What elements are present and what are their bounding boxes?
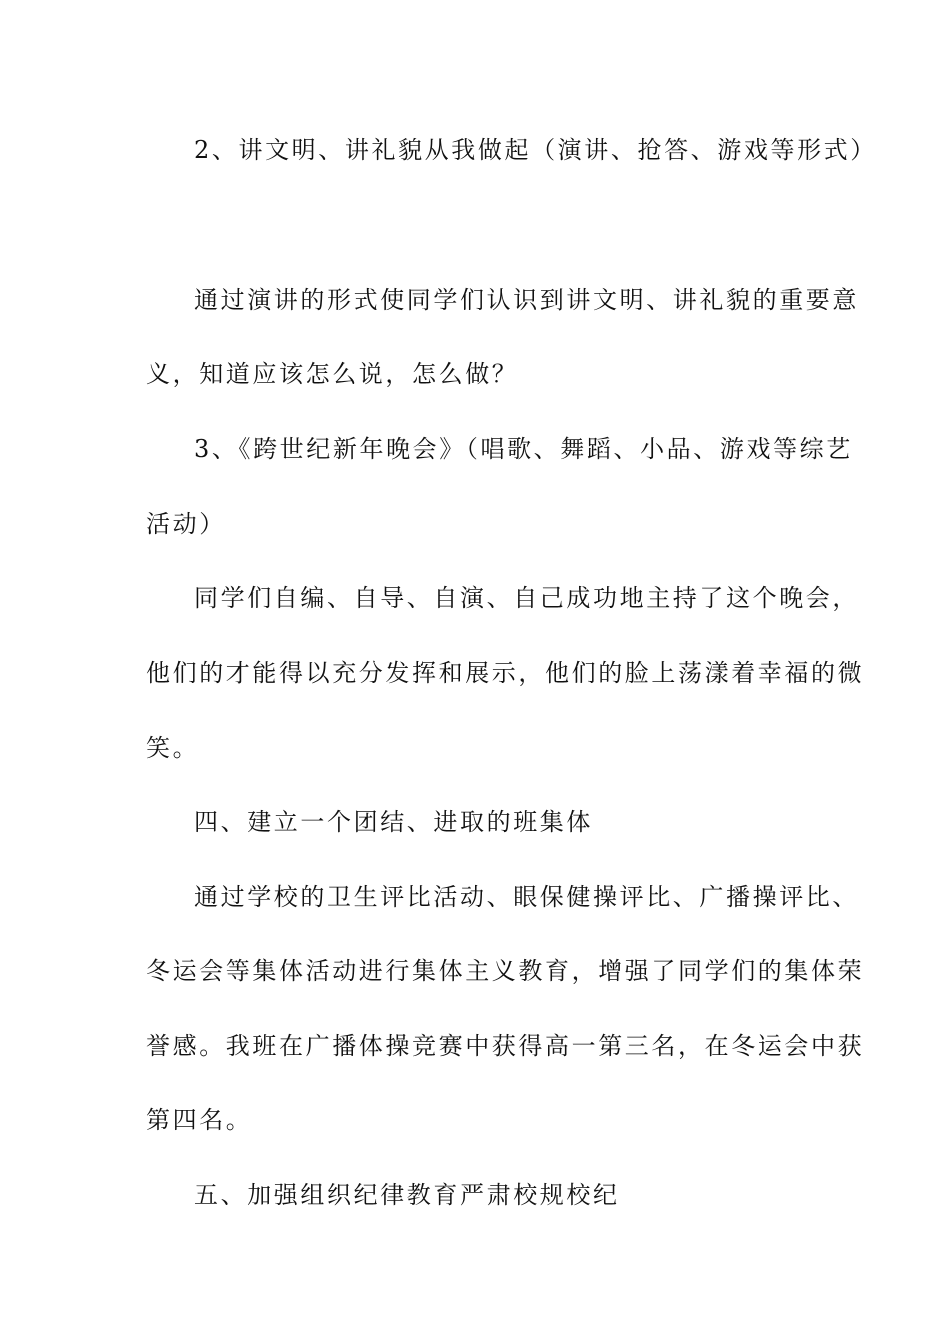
paragraph-line: 通过演讲的形式使同学们认识到讲文明、讲礼貌的重要意 xyxy=(194,286,859,314)
paragraph-line: 同学们自编、自导、自演、自己成功地主持了这个晚会， xyxy=(194,584,859,612)
paragraph-line: 第四名。 xyxy=(146,1106,253,1134)
item-3-heading: 3、《跨世纪新年晚会》（唱歌、舞蹈、小品、游戏等综艺 xyxy=(194,435,853,463)
paragraph-line: 义，知道应该怎么说，怎么做？ xyxy=(146,360,519,388)
paragraph-line: 誉感。我班在广播体操竞赛中获得高一第三名，在冬运会中获 xyxy=(146,1032,865,1060)
section-4-heading: 四、建立一个团结、进取的班集体 xyxy=(194,808,593,836)
section-5-heading: 五、加强组织纪律教育严肃校规校纪 xyxy=(194,1181,620,1209)
paragraph-line: 笑。 xyxy=(146,734,200,762)
paragraph-line: 他们的才能得以充分发挥和展示，他们的脸上荡漾着幸福的微 xyxy=(146,659,865,687)
item-2-heading: 2、讲文明、讲礼貌从我做起（演讲、抢答、游戏等形式） xyxy=(194,136,877,164)
item-3-heading-cont: 活动） xyxy=(146,510,226,538)
paragraph-line: 通过学校的卫生评比活动、眼保健操评比、广播操评比、 xyxy=(194,883,859,911)
paragraph-line: 冬运会等集体活动进行集体主义教育，增强了同学们的集体荣 xyxy=(146,957,865,985)
